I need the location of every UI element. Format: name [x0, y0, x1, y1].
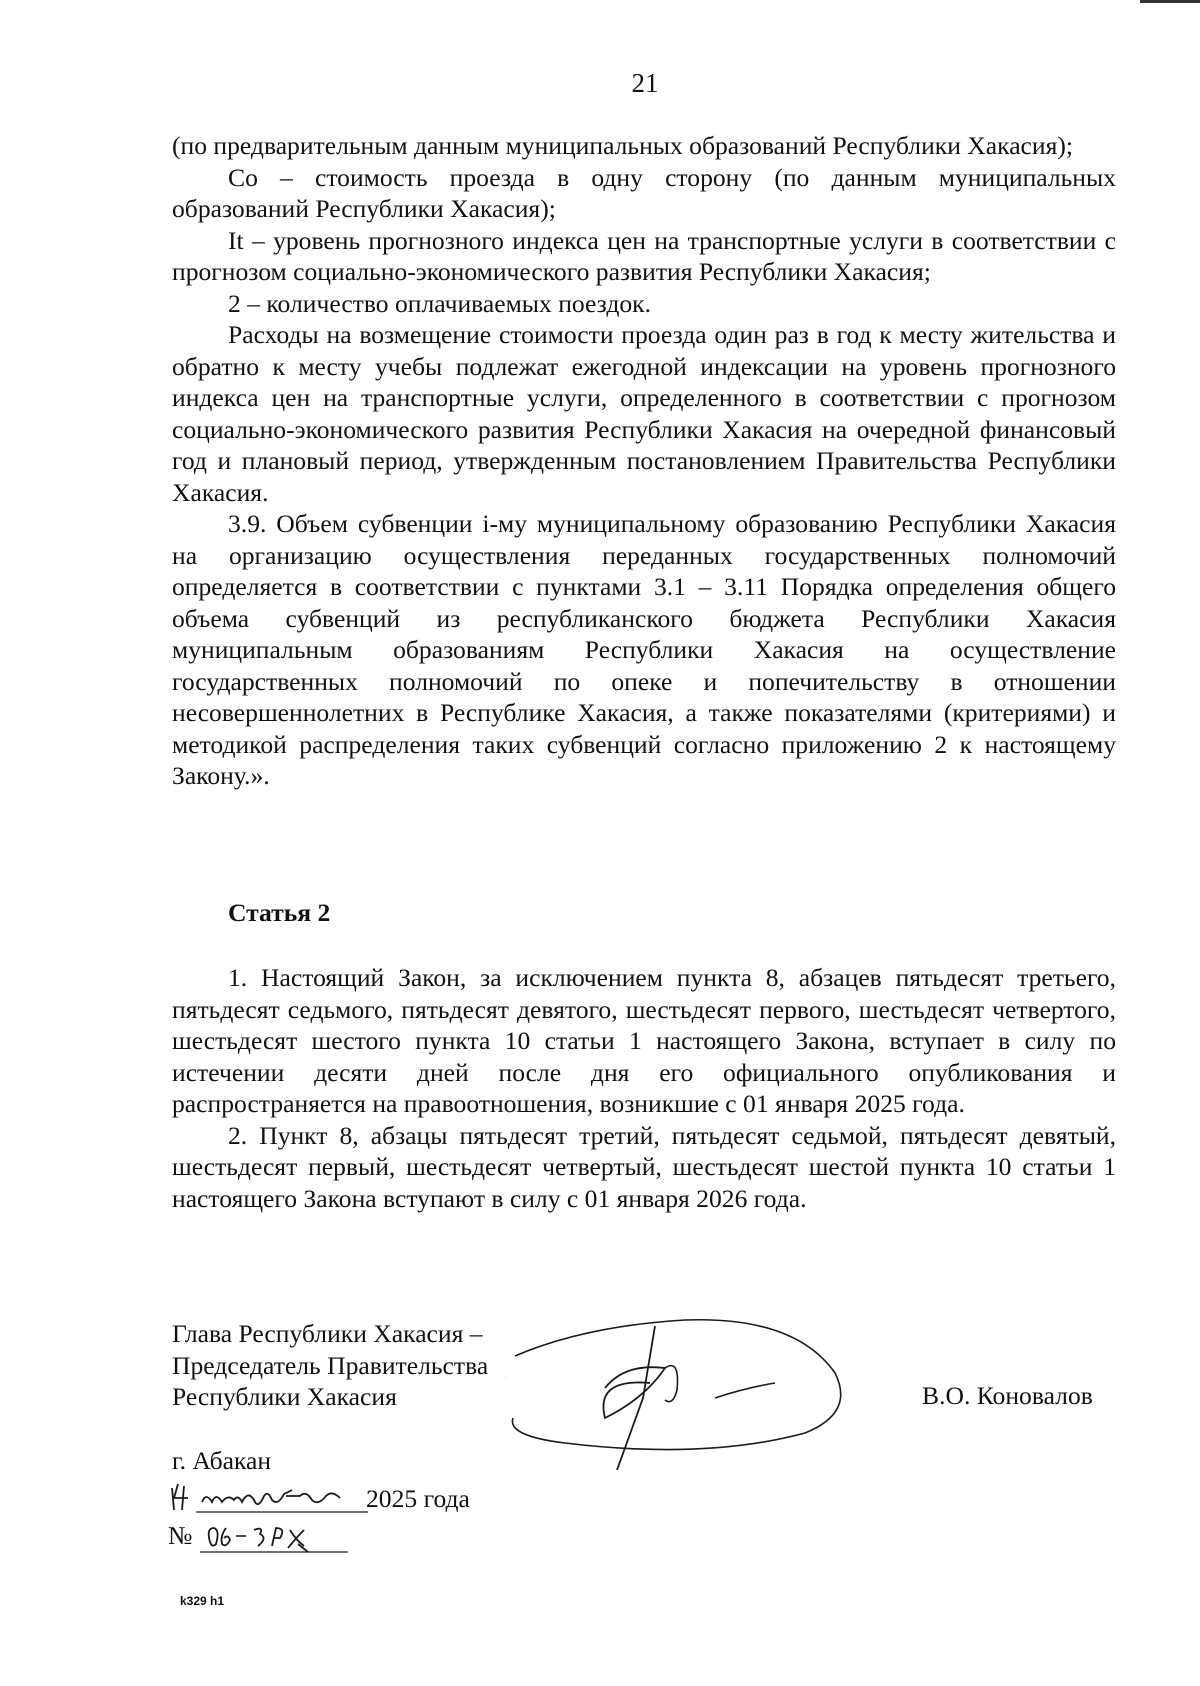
- paragraph: Со – стоимость проезда в одну сторону (по данным муниципальных образований Республики Хакасия);: [172, 162, 1116, 223]
- paragraph: 2 – количество оплачиваемых поездок.: [228, 288, 651, 318]
- position-line: Республики Хакасия: [172, 1382, 397, 1411]
- article-heading: Статья 2: [228, 898, 331, 927]
- date-suffix: 2025 года: [366, 1484, 470, 1513]
- page-number: 21: [631, 68, 659, 98]
- signer-position: [172, 1318, 488, 1413]
- handwritten-date: [168, 1476, 368, 1516]
- handwritten-number: [198, 1516, 348, 1556]
- number-sign: №: [168, 1521, 193, 1550]
- position-line: Председатель Правительства: [172, 1350, 489, 1380]
- position-line: Глава Республики Хакасия –: [172, 1319, 483, 1348]
- article-item: 2. Пункт 8, абзацы пятьдесят третий, пятьдесят седьмой, пятьдесят девятый, шестьдесят первый, шестьдесят четвертый, шестьдесят шестой пункта 10 статьи 1 настоящего Закона вступают в силу с 01 января 2026 года.: [172, 1120, 1116, 1213]
- body-text: [172, 130, 1116, 792]
- paragraph: 3.9. Объем субвенции i-му муниципальному образованию Республики Хакасия на организацию осуществления переданных государственных полномочий определяется в соответствии с пунктами 3.1 – 3.11 Порядка определения общего объема субвенций из республиканского бюджета Республики Хакасия муниципальным образованиям Республики Хакасия на осуществление государственных полномочий по опеке и попечительству в отношении несовершеннолетних в Республике Хакасия, а также показателями (критериями) и методикой распределения таких субвенций согласно приложению 2 к настоящему Закону.».: [172, 509, 1116, 790]
- paragraph: It – уровень прогнозного индекса цен на транспортные услуги в соответствии с прогнозом социально-экономического развития Республики Хакасия;: [172, 225, 1116, 286]
- handwritten-signature: [505, 1318, 895, 1470]
- paragraph: Расходы на возмещение стоимости проезда один раз в год к месту жительства и обратно к месту учебы подлежат ежегодной индексации на уровень прогнозного индекса цен на транспортные услуги, определенного в соответствии с прогнозом социально-экономического развития Республики Хакасия на очередной финансовый год и плановый период, утвержденным постановлением Правительства Республики Хакасия.: [172, 320, 1116, 507]
- article-body: [172, 962, 1116, 1214]
- place: г. Абакан: [172, 1446, 272, 1475]
- scan-edge-mark: [1140, 0, 1200, 3]
- article-item: 1. Настоящий Закон, за исключением пункта 8, абзацев пятьдесят третьего, пятьдесят седьмого, пятьдесят девятого, шестьдесят первого, шестьдесят четвертого, шестьдесят шестого пункта 10 статьи 1 настоящего Закона, вступает в силу по истечении десяти дней после дня его официального опубликования и распространяется на правоотношения, возникшие с 01 января 2025 года.: [172, 963, 1116, 1118]
- signer-name: В.О. Коновалов: [922, 1381, 1093, 1410]
- footer-code: k329 h1: [180, 1594, 225, 1608]
- paragraph: (по предварительным данным муниципальных образований Республики Хакасия);: [172, 131, 1074, 160]
